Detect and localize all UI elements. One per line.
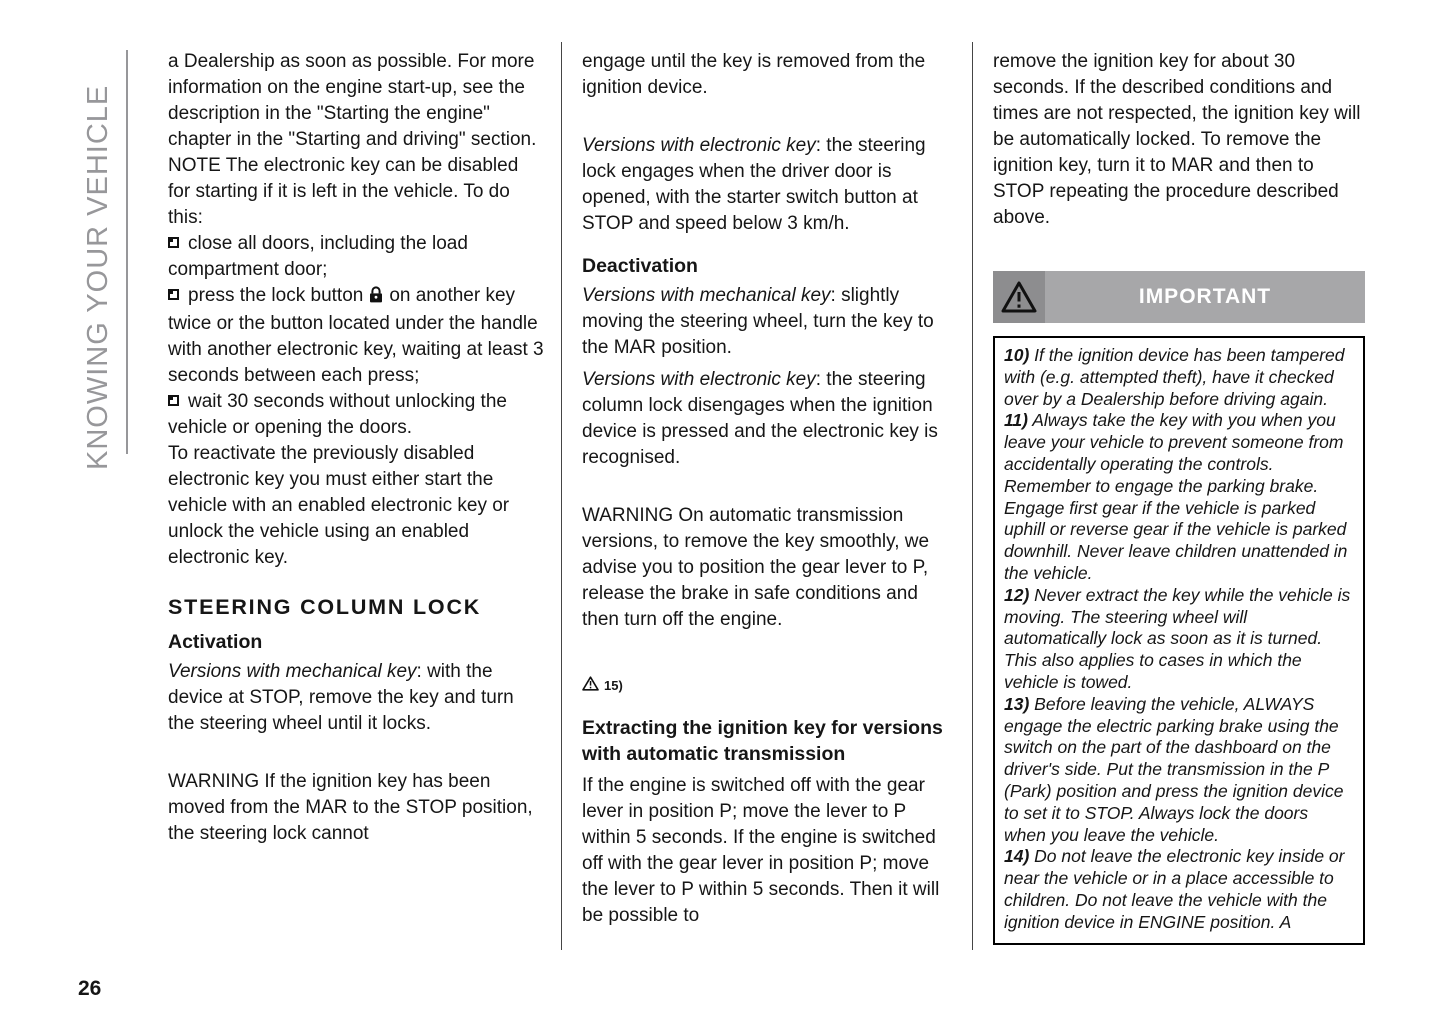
bullet-text: on another key twice or the button located under the handle with another electronic key, waiting at least 3 seconds between each press; <box>168 285 544 386</box>
bullet-item <box>168 231 545 283</box>
note-item <box>1004 345 1354 410</box>
body-paragraph <box>168 659 545 737</box>
square-bullet-icon <box>168 237 179 248</box>
note-item <box>1004 694 1354 847</box>
note-item-text: Never extract the key while the vehicle is moving. The steering wheel will automatically lock as soon as it is turned. This also applies to cases in which the vehicle is towed. <box>1004 584 1351 692</box>
column-divider <box>561 42 562 950</box>
body-paragraph: To reactivate the previously disabled electronic key you must either start the vehicle with an enabled electronic key or unlock the vehicle using an enabled electronic key. <box>168 443 510 568</box>
column-2 <box>582 49 954 929</box>
variant-lead: Versions with mechanical key <box>582 285 831 306</box>
chapter-title-vertical: KNOWING YOUR VEHICLE <box>82 84 114 470</box>
warning-reference <box>582 673 954 699</box>
warning-paragraph: WARNING On automatic transmission versions, to remove the key smoothly, we advise you to position the gear lever to P, release the brake in safe conditions and then turn off the engine. <box>582 505 930 630</box>
square-bullet-icon <box>168 395 179 406</box>
important-banner <box>993 271 1365 323</box>
variant-text: : the steering lock engages when the driver door is opened, with the starter switch button at STOP and speed below 3 km/h. <box>582 135 926 234</box>
variant-text: : with the device at STOP, remove the key and turn the steering wheel until it locks. <box>168 661 514 734</box>
bullet-text: wait 30 seconds without unlocking the vehicle or opening the doors. <box>168 391 507 438</box>
note-item-number: 14) <box>1004 846 1030 867</box>
note-item-number: 10) <box>1004 345 1030 365</box>
bullet-text: press the lock button <box>188 285 364 306</box>
note-item-number: 13) <box>1004 693 1030 714</box>
note-item-text: If the ignition device has been tampered with (e.g. attempted theft), have it checked over by a Dealership before driving again. <box>1004 345 1345 409</box>
note-item-text: Before leaving the vehicle, ALWAYS engage the electric parking brake using the switch on the part of the dashboard on the driver's side. Put the transmission in the P (Park) position and press the ignition device to set it to STOP. Always lock the doors when you leave the vehicle. <box>1004 693 1344 845</box>
important-label: IMPORTANT <box>1045 271 1365 323</box>
body-paragraph: remove the ignition key for about 30 seconds. If the described conditions and times are not respected, the ignition key will be automatically locked. To remove the ignition key, turn it to MAR and then to STOP repeating the procedure described above. <box>993 51 1361 228</box>
section-heading: STEERING COLUMN LOCK <box>168 595 482 619</box>
body-paragraph: If the engine is switched off with the gear lever in position P; move the lever to P within 5 seconds. If the engine is switched off with the gear lever in position P; move the lever to P within 5 seconds. Then it will be possible to <box>582 775 940 926</box>
variant-lead: Versions with electronic key <box>582 135 816 156</box>
body-paragraph <box>582 367 954 471</box>
body-paragraph <box>582 283 954 361</box>
column-divider <box>972 42 973 950</box>
subsection-heading: Extracting the ignition key for versions with automatic transmission <box>582 717 943 765</box>
variant-text: : slightly moving the steering wheel, turn the key to the MAR position. <box>582 285 934 358</box>
variant-lead: Versions with mechanical key <box>168 661 417 682</box>
variant-text: : the steering column lock disengages when the ignition device is pressed and the electronic key is recognised. <box>582 369 938 468</box>
note-item <box>1004 410 1354 584</box>
subsection-heading: Activation <box>168 631 263 653</box>
warning-triangle-icon <box>582 673 599 699</box>
column-3 <box>993 49 1367 945</box>
body-paragraph: a Dealership as soon as possible. For more information on the engine start-up, see the description in the "Starting the engine" chapter in the "Starting and driving" section. <box>168 51 537 150</box>
warning-ref-number: 15) <box>604 678 623 693</box>
lock-icon <box>369 285 383 311</box>
bullet-item <box>168 283 545 389</box>
important-notes-box <box>993 336 1365 945</box>
variant-lead: Versions with electronic key <box>582 369 816 390</box>
sidebar-rule <box>126 50 128 454</box>
note-item-number: 11) <box>1004 410 1028 431</box>
note-item <box>1004 846 1354 933</box>
square-bullet-icon <box>168 289 179 300</box>
page-number: 26 <box>78 977 102 1000</box>
body-paragraph <box>582 133 954 237</box>
body-paragraph: engage until the key is removed from the ignition device. <box>582 51 926 98</box>
note-paragraph: NOTE The electronic key can be disabled for starting if it is left in the vehicle. To do this: <box>168 155 519 228</box>
column-1 <box>168 49 545 847</box>
note-item-text: Do not leave the electronic key inside or near the vehicle or in a place accessible to children. Do not leave the vehicle with the ignition device in ENGINE position. A <box>1004 846 1345 932</box>
bullet-item <box>168 389 545 441</box>
warning-triangle-icon <box>993 271 1045 323</box>
bullet-text: close all doors, including the load compartment door; <box>168 233 468 280</box>
warning-paragraph: WARNING If the ignition key has been moved from the MAR to the STOP position, the steering lock cannot <box>168 771 533 844</box>
subsection-heading: Deactivation <box>582 255 698 277</box>
note-item <box>1004 585 1354 694</box>
note-item-text: Always take the key with you when you leave your vehicle to prevent someone from accidentally operating the controls. Remember to engage the parking brake. Engage first gear if the vehicle is parked uphill or reverse gear if the vehicle is parked downhill. Never leave children unattended in the vehicle. <box>1004 410 1348 583</box>
note-item-number: 12) <box>1004 584 1030 605</box>
